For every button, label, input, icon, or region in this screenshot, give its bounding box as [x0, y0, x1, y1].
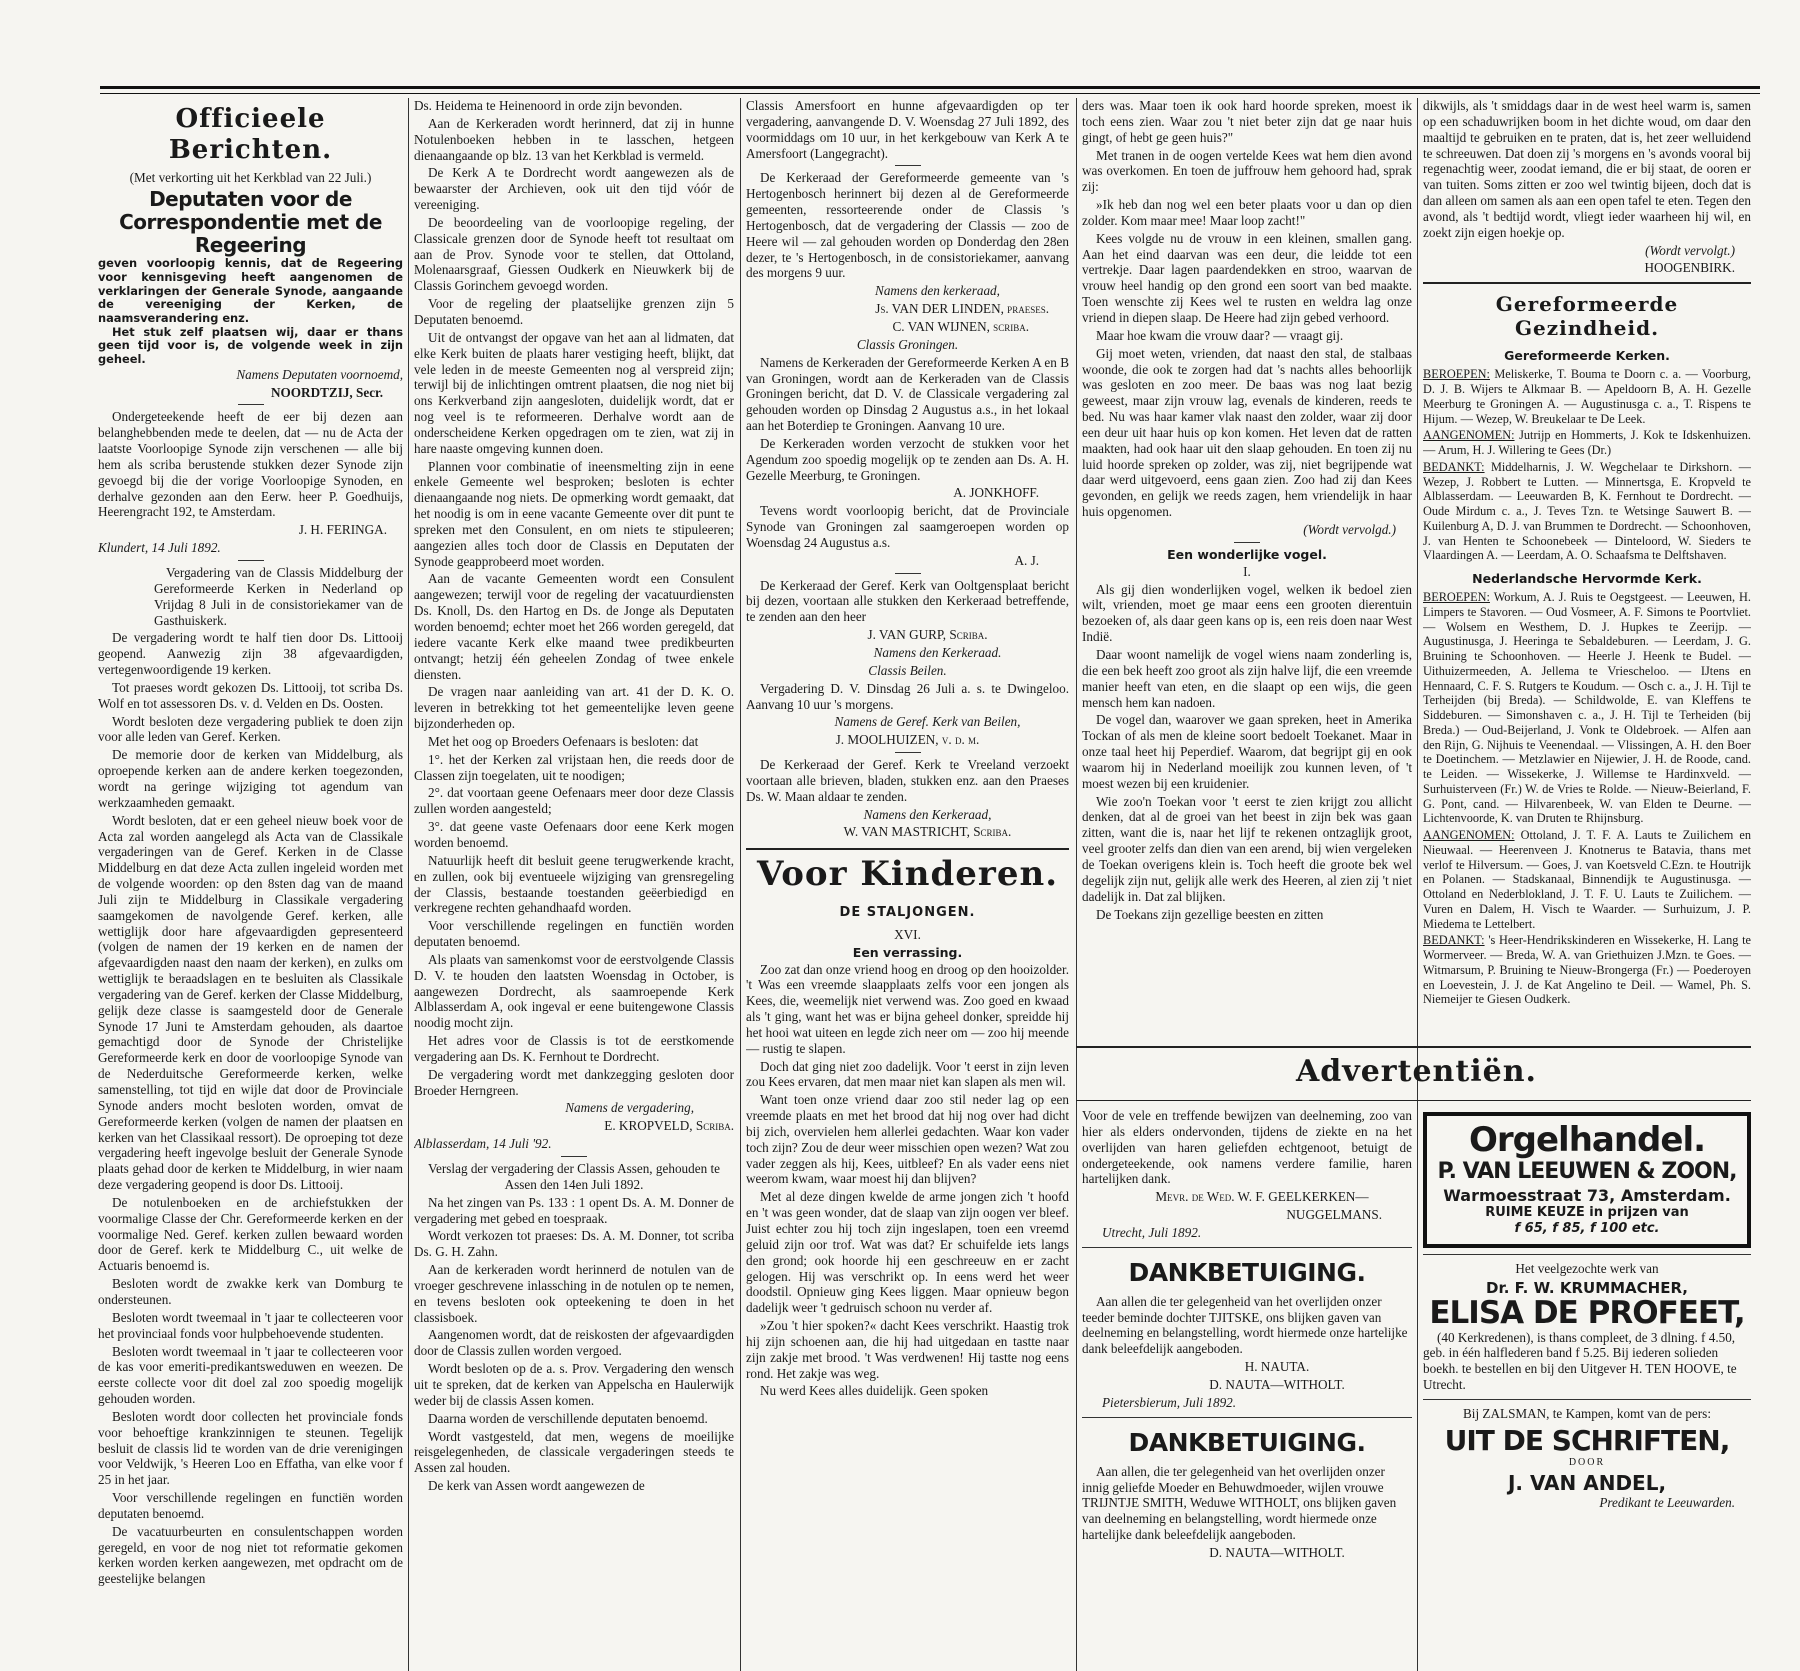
paragraph: De memorie door de kerken van Middelburg, als oproepende kerken aan de andere kerken toegezonden, wordt na geringe wijziging tot agendum van werkzaamheden gemaakt.	[98, 747, 403, 810]
signature-line: Namens Deputaten voornoemd,	[236, 366, 403, 382]
section-title-officieele-berichten: Officieele Berichten.	[168, 104, 333, 166]
paragraph: Want toen onze vriend daar zoo stil neder lag op een vreemde plaats en met het brood dat hij nog over had dicht bij zich, overvielen hem allerlei gedachten. Waar kon vader toch zijn? Zou de deur weer misschien open wezen? Wat zou vader zeggen als hij, Kees, uitbleef? En als vader eens niet weerom kwam, waar moest hij dan blijven?	[746, 1092, 1069, 1187]
dateline: Klundert, 14 Juli 1892.	[98, 540, 221, 556]
paragraph: »Zou 't hier spoken?« dacht Kees verschrikt. Haastig trok hij zijn schoenen aan, die hij had uitgedaan en tastte naar zijn zakje met brood. 't Was verdwenen! Hij tastte nog eens rond. Het zakje was weg.	[746, 1318, 1069, 1381]
advert-text: Het veelgezochte werk van	[1515, 1261, 1659, 1277]
paragraph: 2°. dat voortaan geene Oefenaars meer door deze Classis zullen worden aangesteld;	[414, 785, 734, 817]
separator	[238, 560, 264, 561]
section-title-gereformeerde-gezindheid: Gereformeerde Gezindheid.	[1495, 292, 1679, 341]
column-1	[98, 98, 403, 1671]
signature-name: J. MOOLHUIZEN, v. d. m.	[835, 732, 980, 748]
masthead-rule	[100, 86, 1760, 94]
signature-name: NUGGELMANS.	[1286, 1207, 1382, 1223]
paragraph: Maar hoe kwam die vrouw daar? — vraagt gij.	[1096, 327, 1344, 343]
paragraph: Vergadering D. V. Dinsdag 26 Juli a. s. te Dwingeloo. Aanvang 10 uur 's morgens.	[746, 680, 1069, 712]
deputaten-notice: geven voorloopig kennis, dat de Regeering voor kennisgeving heeft aangenomen de verklaringen der Generale Synode, aangaande de vereeniging der Kerken, de naamsverandering enz.	[98, 256, 403, 325]
signature-name: J. H. FERINGA.	[298, 522, 387, 538]
signature-name: Mevr. de Wed. W. F. GEELKERKEN—	[1155, 1189, 1369, 1205]
paragraph: Voor verschillende regelingen en functiën worden deputaten benoemd.	[98, 1490, 403, 1521]
signature-name: H. NAUTA.	[1244, 1359, 1310, 1375]
paragraph: De kerk van Assen wordt aangewezen de	[428, 1478, 645, 1494]
notice-paragraph: Ondergeteekende heeft de eer bij dezen aan belanghebbenden mede te deelen, dat — nu de Acta der laatste Voorloopige Synode zijn verschenen — alle bij hem als scriba berustende stukken dezer Synode zijn gevoegd bij die der vorige Voorloopige Synoden, en derhalve gezonden aan den Eerw. heer P. Goedhuijs, Heerengracht 192, te Amsterdam.	[98, 409, 403, 520]
dateline: Pietersbierum, Juli 1892.	[1102, 1394, 1237, 1410]
section-title-advertentien: Advertentiën.	[1296, 1054, 1537, 1089]
section-rule	[746, 848, 1069, 850]
advert-column-left	[1082, 1108, 1412, 1671]
paragraph: Uit de ontvangst der opgave van het aan al lidmaten, dat elke Kerk buiten de plaats harer vestiging heeft, blijkt, dat vele leden in de meeste Gemeenten nog al verspreid zijn; terwijl bij de inlichtingen omtrent plaatsen, die nog niet bij ons Kerkverband zijn aangesloten, duidelijk wordt, dat er nog veel is te reformeeren. Derhalve wordt aan de onderscheidene Kerken opgedragen om te zien, wat zij in hare naaste omgeving kunnen doen.	[414, 329, 734, 456]
separator	[895, 573, 921, 574]
paragraph: De vragen naar aanleiding van art. 41 der D. K. O. leveren in betrekking tot het gemeentelijke leven geene bijzonderheden op.	[414, 684, 734, 732]
separator	[561, 1156, 587, 1157]
section-subtitle: (Met verkorting uit het Kerkblad van 22 Juli.)	[129, 170, 372, 186]
story-chapter: I.	[1243, 563, 1251, 579]
signature-name: E. KROPVELD, Scriba.	[604, 1118, 734, 1134]
paragraph: Besloten wordt de zwakke kerk van Domburg te ondersteunen.	[98, 1276, 403, 1307]
advert-keuze: RUIME KEUZE in prijzen van	[1485, 1204, 1689, 1220]
advert-rule	[1076, 1100, 1751, 1101]
column-divider	[408, 98, 409, 1671]
paragraph: Besloten wordt door collecten het provinciale fonds voor behoeftige krankzinnigen te steunen. Tegelijk besluit de classis lid te worden van de drie verenigingen voor Veldwijk, 's Heeren Loo en Effatha, van elke voor f 25 in het jaar.	[98, 1408, 403, 1488]
advert-author: J. VAN ANDEL,	[1507, 1471, 1667, 1496]
advert-text: (40 Kerkredenen), is thans compleet, de 3 dlning. f 4.50, geb. in één halflederen band f 5.25. Bij iederen solieden boekh. te bestellen en bij den Uitgever H. TEN HOOVE, te Utrecht.	[1423, 1329, 1737, 1393]
paragraph: Voor de regeling der plaatselijke grenzen zijn 5 Deputaten benoemd.	[414, 296, 734, 327]
paragraph: Voor verschillende regelingen en functiën worden deputaten benoemd.	[414, 918, 734, 950]
advert-text: Voor de vele en treffende bewijzen van deelneming, zoo van hier als elders ondervonden, tijdens de ziekte en na het overlijden van haren geliefden echtgenoot, betuigt de ondergeteekende, ook namens verdere familie, haren hartelijken dank.	[1082, 1108, 1412, 1187]
subheading: Gereformeerde Kerken.	[1504, 348, 1670, 364]
paragraph: Classis Amersfoort en hunne afgevaardigden op ter vergadering, aanvangende D. V. Woensdag 27 Juli 1892, des voormiddags om 10 uur, in het kerkgebouw van Kerk A te Amersfoort (Langegracht).	[746, 98, 1069, 161]
paragraph: Daarna worden de verschillende deputaten benoemd.	[428, 1410, 708, 1426]
separator	[1082, 1247, 1412, 1248]
paragraph: Besloten wordt tweemaal in 't jaar te collecteeren voor het provinciaal fonds voor hulpbehoevende studenten.	[98, 1309, 403, 1341]
story-title: Een wonderlijke vogel.	[1167, 546, 1327, 562]
dateline: Utrecht, Juli 1892.	[1102, 1224, 1202, 1240]
dateline: Alblasserdam, 14 Juli '92.	[414, 1136, 552, 1152]
advert-text: Bij ZALSMAN, te Kampen, komt van de pers:	[1463, 1405, 1711, 1421]
paragraph: Wordt besloten deze vergadering publiek te doen zijn voor alle leden van Geref. Kerken.	[98, 713, 403, 745]
column-divider	[740, 98, 741, 1671]
deputaten-heading: Deputaten voor de Correspondentie met de Regeering	[119, 187, 382, 258]
paragraph: Namens de Kerkeraden der Gereformeerde Kerken A en B van Groningen, wordt aan de Kerkeraden van de Classis Groningen bericht, dat D. V. de Classicale vergadering zal gehouden worden op Dinsdag 2 Augustus a.s., in het lokaal aan het Boterdiep te Groningen. Aanvang 10 ure.	[746, 354, 1069, 434]
advert-text: Aan allen, die ter gelegenheid van het overlijden onzer innig geliefde Moeder en Behuwdmoeder, wijlen vrouwe TRIJNTJE SMITH, Weduwe WITHOLT, ons blijken gaven van deelneming en belangstelling, wordt hiermede onze hartelijke dank beleefdelijk aangeboden.	[1082, 1463, 1397, 1543]
meeting-intro: Verslag der vergadering der Classis Assen, gehouden te Assen den 14en Juli 1892.	[427, 1161, 720, 1192]
advert-prices: f 65, f 85, f 100 etc.	[1514, 1220, 1660, 1236]
signature-name: D. NAUTA—WITHOLT.	[1209, 1544, 1345, 1560]
paragraph: Met al deze dingen kwelde de arme jongen zich 't hoofd en 't was geen wonder, dat de slaap van zijn oogen ver bleef. Juist echter zou hij toch zijn ingeslapen, toen een vreemd geluid zijn oor trof. Wat was dat? Er schuifelde iets langs den grond; ook hoorde hij een geschreeuw en er zacht gelogen. Hij was verschrikt op. In eens werd het weer doodstil. Opnieuw ging Kees liggen. Maar opnieuw begon dadelijk weer 't gedruisch schoon nu verder af.	[746, 1189, 1069, 1316]
paragraph: Aan de Kerkeraden wordt herinnerd, dat zij in hunne Notulenboeken hebben in te lasschen, hetgeen dienaangaande op blz. 13 van het Kerkblad is vermeld.	[414, 115, 734, 163]
subheading: Classis Groningen.	[856, 336, 959, 352]
notes-entry: BEROEPEN: Meliskerke, T. Bouma te Doorn c. a. — Voorburg, D. J. B. Wijers te Alkmaar B. — Apeldoorn B, A. H. Gezelle Meerburg te Groningen A. — Augustinusga c. a., T. Rispens te Hijum. — Wezep, W. Breukelaar te De Leek.	[1423, 367, 1751, 426]
notes-entry: BEDANKT: Middelharnis, J. W. Wegchelaar te Dirkshorn. — Wezep, J. Robbert te Lutten. — Minnertsga, E. Kropveld te Alblasserdam. — Leeuwarden B, K. Fernhout te Dordrecht. — Oude Mirdum c. a., J. Teves Tzn. te Wetsinge Sauwert B. — Kuilenburg A, D. J. van Brummen te Dordrecht. — Schoonhoven, J. van Henten te Schoonebeek — Dinteloord, W. Sieders te Vlaardingen A. — Leerdam, A. O. Schaafsma te Delftshaven.	[1423, 459, 1751, 563]
separator	[1423, 1399, 1751, 1400]
meeting-intro: Vergadering van de Classis Middelburg der Gereformeerde Kerken in Nederland op Vrijdag 8 Juli in de consistoriekamer van de Gasthuiskerk.	[154, 565, 403, 628]
section-rule	[1423, 282, 1751, 284]
advert-orgelhandel	[1423, 1112, 1751, 1248]
paragraph: 1°. het der Kerken zal vrijstaan hen, die reeds door de Classen zijn toegelaten, uit te noodigen;	[414, 751, 734, 783]
paragraph: Met het oog op Broeders Oefenaars is besloten: dat	[428, 733, 699, 749]
signature-name: D. NAUTA—WITHOLT.	[1209, 1376, 1345, 1392]
paragraph: Aangenomen wordt, dat de reiskosten der afgevaardigden door de Classis zullen worden vergoed.	[414, 1327, 734, 1359]
signature-line: Namens den Kerkeraad,	[863, 806, 992, 822]
column-divider	[1076, 98, 1077, 1671]
paragraph: Wordt vastgesteld, dat men, wegens de moeilijke reisgelegenheden, de classicale vergaderingen steeds te Assen zal houden.	[414, 1428, 734, 1476]
paragraph: Wordt verkozen tot praeses: Ds. A. M. Donner, tot scriba Ds. G. H. Zahn.	[414, 1228, 734, 1260]
paragraph: Nu werd Kees alles duidelijk. Geen spoken	[760, 1383, 989, 1399]
signature-line: Namens de Geref. Kerk van Beilen,	[834, 714, 1021, 730]
notes-entry: AANGENOMEN: Jutrijp en Hommerts, J. Kok te Idskenhuizen. — Arum, H. J. Willering te Gees (Dr.)	[1423, 428, 1751, 458]
advert-address: Warmoesstraat 73, Amsterdam.	[1443, 1185, 1731, 1205]
story-title: DE STALJONGEN.	[839, 905, 976, 921]
signature-name: A. J.	[1014, 552, 1039, 568]
signature-line: Namens den Kerkeraad.	[873, 645, 1002, 660]
column-2	[414, 98, 734, 1671]
signature-name: C. VAN WIJNEN, scriba.	[892, 318, 1029, 334]
column-4	[1082, 98, 1412, 1038]
paragraph: Tevens wordt voorloopig bericht, dat de Provinciale Synode van Groningen zal saamgeroepen worden op Woensdag 24 Augustus a.s.	[746, 503, 1069, 550]
paragraph: De Kerkeraad der Geref. Kerk van Ooltgensplaat bericht bij dezen, voortaan alle stukken den Kerkeraad betreffende, te zenden aan den heer	[746, 577, 1069, 625]
paragraph: Tot praeses wordt gekozen Ds. Littooij, tot scriba Ds. Wolf en tot assessoren Ds. v. d. Velden en Ds. Oosten.	[98, 679, 403, 711]
signature-name: A. JONKHOFF.	[953, 485, 1039, 501]
paragraph: Aan de vacante Gemeenten wordt een Consulent aangewezen; terwijl voor de regeling der vacatuurdiensten Ds. Knoll, Ds. den Hartog en Ds. de Jonge als Deputaten worden benoemd; echter moet het 266 worden geregeld, dat iedere vacante Kerk elke maand twee predikbeurten ontvangt; hetzij één geheelen Zondag of twee enkele diensten.	[414, 571, 734, 682]
advert-heading: DANKBETUIGING.	[1128, 1257, 1366, 1287]
advert-firm: P. VAN LEEUWEN & ZOON,	[1437, 1159, 1737, 1185]
story-subtitle: Een verrassing.	[852, 944, 963, 960]
advert-heading: DANKBETUIGING.	[1128, 1427, 1366, 1457]
signature-line: Namens den kerkeraad,	[875, 283, 1000, 299]
notes-entry: BEDANKT: 's Heer-Hendrikskinderen en Wissekerke, H. Lang te Wormerveer. — Breda, W. A. van Griethuizen J.Mzn. te Goes. — Witmarsum, P. Bruining te Nieuw-Brongerga (Fr.) — Poederoyen en Loevestein, J. J. de Kat Angelino te Deil. — Wamel, Ph. S. Niemeijer te Giesen Oudkerk.	[1423, 933, 1751, 1007]
separator	[895, 165, 921, 166]
paragraph: dikwijls, als 't smiddags daar in de west heel warm is, samen op een schaduwrijken boom in het dichte woud, om daar den maaltijd te gebruiken en te praten, dat is, het zeer welluidend te schreeuwen. Dat doen zij 's morgens en 's avonds vooral bij regenachtig weer, zoodat iemand, die er bij staat, de ooren er van tuiten. Soms zitten er zoo wel twintig bijeen, doch dat is dan alleen om samen als aan een open tafel te eten. Tegen den avond, als 't bedtijd wordt, vliegt ieder waarheen hij wil, en zoekt zijn eigen hoekje op.	[1423, 98, 1751, 240]
paragraph: De vogel dan, waarover we gaan spreken, heet in Amerika Tockan of als men de kleine soort bedoelt Toekanet. Maar in onze taal heet hij Peperdief. Waarom, dat begrijpt gij en ook waarom hij in Nederland moeilijk zou kunnen leven, of 't moest wezen bij een kruidenier.	[1082, 712, 1412, 791]
paragraph: Besloten wordt tweemaal in 't jaar te collecteeren voor de kas voor emeriti-predikantsweduwen en weezen. De eerste collecte voor dit doel zal zoo spoedig mogelijk gehouden worden.	[98, 1343, 403, 1407]
paragraph: De Kerk A te Dordrecht wordt aangewezen als de bewaarster der Archieven, ook uit den tijd vóór de vereeniging.	[414, 165, 734, 213]
paragraph: Kees volgde nu de vrouw in een kleinen, smallen gang. Aan het eind daarvan was een deur, die leidde tot een vertrekje. Daar lagen paardendekken en stroo, waarvan de vrouw heel handig op den grond een soort van bed maakte. Toen wenschte zij Kees wel te rusten en weldra lag onze vriend in diepen slaap. De Heere had zijn gebed verhoord.	[1082, 230, 1412, 325]
paragraph: Daar woont namelijk de vogel wiens naam zonderling is, die een bek heeft zoo groot als zijn halve lijf, die een vreemde manier heeft van eten, en die slaapt op een wijs, die geen mensch hem kan nadoen.	[1082, 647, 1412, 710]
paragraph: De Kerkeraad der Geref. Kerk te Vreeland verzoekt voortaan alle brieven, bladen, stukken enz. aan den Praeses Ds. W. Maan aldaar te zenden.	[746, 757, 1069, 804]
paragraph: De Kerkeraad der Gereformeerde gemeente van 's Hertogenbosch herinnert bij dezen al de Gereformeerde gemeenten, ressorteerende onder de Classis 's Hertogenbosch, dat de vergadering der Classis — zoo de Heere wil — zal gehouden worden op Donderdag den 28en dezer, te 's Hertogenbosch, in de consistoriekamer, aanvang des morgens 9 uur.	[746, 170, 1069, 281]
paragraph: Het adres voor de Classis is tot de eerstkomende vergadering aan Ds. K. Fernhout te Dordrecht.	[414, 1033, 734, 1064]
advert-role: Predikant te Leeuwarden.	[1599, 1495, 1735, 1511]
advert-book-title: ELISA DE PROFEET,	[1429, 1295, 1745, 1331]
paragraph: Na het zingen van Ps. 133 : 1 opent Ds. A. M. Donner de vergadering met gebed en toespraak.	[414, 1194, 734, 1226]
paragraph: Natuurlijk heeft dit besluit geene terugwerkende kracht, en zullen, ook bij eventueele wijziging van grensregeling der Classis, bestaande toestanden geëerbiedigd en verkregene rechten gehandhaafd worden.	[414, 852, 734, 916]
signature-name: Js. VAN DER LINDEN, praeses.	[875, 301, 1049, 317]
advert-author: Dr. F. W. KRUMMACHER,	[1486, 1279, 1688, 1297]
paragraph: 3°. dat geene vaste Oefenaars door eene Kerk mogen worden benoemd.	[414, 819, 734, 850]
paragraph: Als plaats van samenkomst voor de eerstvolgende Classis D. V. te houden den laatsten Woensdag in October, is aangewezen Dordrecht, als saamroepende Kerk Alblasserdam A, ook ingeval er eene buitengewone Classis noodig mocht zijn.	[414, 951, 734, 1031]
advert-column-right	[1423, 1108, 1751, 1671]
column-divider	[1417, 98, 1418, 1671]
continued-note: (Wordt vervolgt.)	[1645, 242, 1735, 258]
paragraph: De Kerkeraden worden verzocht de stukken voor het Agendum zoo spoedig mogelijk op te zenden aan Ds. A. H. Gezelle Meerburg, te Groningen.	[746, 435, 1069, 483]
advert-text: Aan allen die ter gelegenheid van het overlijden onzer teeder beminde dochter TJITSKE, ons blijken gaven van deelneming en belangstelling, wordt hiermede onze hartelijke dank beleefdelijk aangeboden.	[1082, 1293, 1408, 1357]
paragraph: Wordt besloten op de a. s. Prov. Vergadering den wensch uit te spreken, dat de kerken van Appelscha en Haulerwijk weder bij de classis Assen komen.	[414, 1361, 734, 1408]
notes-entry: AANGENOMEN: Ottoland, J. T. F. A. Lauts te Zuilichem en Nieuwaal. — Heerenveen J. Knotnerus te Batavia, thans met verlof te Hilversum. — Goes, J. van Koetsveld C.Ezn. te Houtrijk en Polanen. — Stadskanaal, Binnendijk te Augustinusga. — Ottoland en Nederblokland, J. T. F. U. Lauts te Zuilichem. — Vuren en Dalem, H. Visch te Waarder. — Surhuizum, J. P. Miedema te Lettelbert.	[1423, 828, 1751, 931]
signature-name: NOORDTZIJ, Secr.	[271, 384, 383, 400]
signature-name: W. VAN MASTRICHT, Scriba.	[843, 824, 1012, 840]
paragraph: Wie zoo'n Toekan voor 't eerst te zien krijgt zou allicht denken, dat al de groei van het beest in zijn bek was gaan zitten, want die is, naar het lijf te rekenen ontzaglijk groot, veel grooter zelfs dan dien van een arend, bij wien vergeleken de Toekan overigens klein is. Toch heeft die groote bek wel degelijk zijn nut, gelijk alle werk des Heeren, al zien zij 't niet dadelijk in. Dat zal blijken.	[1082, 793, 1412, 904]
story-chapter: XVI.	[894, 926, 921, 942]
section-title-voor-kinderen: Voor Kinderen.	[756, 854, 1059, 895]
paragraph: Als gij dien wonderlijken vogel, welken ik bedoel zien wilt, vrienden, moet ge maar eens een grooten dierentuin bezoeken of, als daar geen kans op is, een reis doen naar West Indië.	[1082, 581, 1412, 645]
notes-entry: BEROEPEN: Workum, A. J. Ruis te Oegstgeest. — Leeuwen, H. Limpers te Stavoren. — Oud Vosmeer, A. F. Simons te Poortvliet. — Wolsem en Westhem, D. J. Hupkes te Zeerijp. — Augustinusga, J. Heeringa te Sebaldeburen. — Leerdam, J. G. Bruining te Schoonhoven. — Heerle J. Heenk te Budel. — Uithuizermeeden, A. Jellema te Vriescheloo. — IJtens en Hennaard, C. F. S. Rutgers te Koudum. — Osch c. a., J. H. Tijl te Terheijden (bij Breda). — Schildwolde, E. van Kleffens te Siddeburen. — Simonshaven c. a., J. H. Tijl te Terheiden (bij Breda.) — Oud-Beijerland, J. Vonk te Oldebroek. — Alfen aan den Rijn, G. Nijhuis te Veenendaal. — Vlissingen, A. H. den Boer te Doetinchem. — Metzlawier en Nijewier, J. H. de Roode, cand. te Leiden. — Wissekerke, J. Willemse te Hardinxveld. — Surhuisterveen (Fr.) W. de Vries te Rolde. — Nieuw-Beierland, F. G. Pont, cand. — Hilvarenbeek, W. van Elden te Deurne. — Lichtenvoorde, K. van Druten te Rhijnsburg.	[1423, 590, 1751, 826]
advert-heading: Orgelhandel.	[1468, 1120, 1706, 1160]
signature-name: J. VAN GURP, Scriba.	[867, 627, 988, 643]
separator	[1082, 1417, 1412, 1418]
paragraph: Zoo zat dan onze vriend hoog en droog op den hooizolder. 't Was een vreemde slaapplaats zelfs voor een jongen als Kees, die, weemelijk niet verwend was. Zoo goed en kwaad als 't ging, want het was er bijna geheel donker, spreidde hij het hooi wat uiteen en legde zich neer om — zoo hij meende — rustig te slapen.	[746, 961, 1069, 1056]
paragraph: De beoordeeling van de voorloopige regeling, der Classicale grenzen door de Synode heeft tot resultaat om aan de Prov. Synode voor te stellen, dat Ottoland, Molenaarsgraaf, Giessen Oudkerk en Nieuwkerk bij de Classis Gorinchem gevoegd worden.	[414, 214, 734, 294]
continued-note: (Wordt vervolgd.)	[1303, 521, 1396, 537]
paragraph: De vacatuurbeurten en consulentschappen worden geregeld, en voor de nog niet tot reformatie gekomen kerken worden kerken aangewezen, met opdracht om de geestelijke belangen	[98, 1523, 403, 1587]
paragraph: Plannen voor combinatie of ineensmelting zijn in eene enkele Gemeente wel besproken; besloten is echter dienaangaande nog niets. De opmerking wordt gemaakt, dat het noodig is om in eene vacante Gemeente over dit punt te spreken met den Consulent, en om niets te stipuleeren; aangezien alles toch door de Classis en Deputaten der Synode geapprobeerd moet worden.	[414, 458, 734, 569]
paragraph: Wordt besloten, dat er een geheel nieuw boek voor de Acta zal worden aangelegd als Acta van de Classikale vergaderingen van de Geref. Kerken in de Classe Middelburg en dat deze Acta zullen ingeleid worden met de volgende woorden: op den 8sten dag van de maand Juli zijn te Middelburg in Classikale vergadering saamgekomen de navolgende Geref. kerken, alle wettiglijk door hare afgevaardigden gepresenteerd (volgen de namen der 19 kerken en de namen der afgevaardigden naast den naam der kerken), en zulks om wettiglijk te beraadslagen en te besluiten als Classikale vergadering van de Geref. kerken der Classe Middelburg, gelijk deze classe is saamgesteld door de Generale Synode 17 Juni te Amsterdam gehouden, als daartoe gemachtigd door de Synode der Christelijke Gereformeerde kerk en door de voorloopige Synode van de Nederduitsche Gereformeerde kerken, welke samenstelling, tot tijd en wijle dat door de Provinciale Synode anders mocht besloten worden, omvat de Gereformeerde kerken (volgen de namen der plaatsen en kerken van het Classikaal ressort). De oproeping tot deze vergadering heeft ingevolge besluit der Generale Synode plaats gehad door de kerken te Middelburg, in wier naam deze vergadering geopend is door Ds. Littooij.	[98, 812, 403, 1193]
advert-rule	[1076, 1046, 1751, 1048]
separator	[238, 404, 264, 405]
deputaten-notice-2: Het stuk zelf plaatsen wij, daar er thans geen tijd voor is, de volgende week in zijn geheel.	[98, 324, 403, 367]
advert-book-title: UIT DE SCHRIFTEN,	[1444, 1423, 1730, 1457]
paragraph: De notulenboeken en de archiefstukken der voormalige Classe der Chr. Gereformeerde kerken en der voormalige Ned. Geref. kerken zullen bewaard worden door de Geref. kerk te Middelburg C., uit welke de Actuaris benoemd is.	[98, 1194, 403, 1274]
separator	[895, 752, 921, 753]
paragraph: Ds. Heidema te Heinenoord in orde zijn bevonden.	[414, 98, 683, 113]
separator	[1423, 1254, 1751, 1255]
paragraph: Met tranen in de oogen vertelde Kees wat hem dien avond was overkomen. En toen de juffrouw hem gehoord had, sprak zij:	[1082, 147, 1412, 195]
subheading: Classis Beilen.	[868, 662, 947, 678]
paragraph: Aan de kerkeraden wordt herinnerd de notulen van de vroeger geschrevene inlassching in de notulen op te nemen, en tevens besloten ook opteekening te doen in het classisboek.	[414, 1262, 734, 1325]
paragraph: De vergadering wordt met dankzegging gesloten door Broeder Herngreen.	[414, 1066, 734, 1098]
subheading: Nederlandsche Hervormde Kerk.	[1472, 571, 1702, 587]
paragraph: »Ik heb dan nog wel een beter plaats voor u dan op dien zolder. Kom maar mee! Maar loop zacht!"	[1082, 197, 1412, 228]
column-3	[746, 98, 1069, 1671]
paragraph: De vergadering wordt te half tien door Ds. Littooij geopend. Aanwezig zijn 38 afgevaardigden, vertegenwoordigende 19 kerken.	[98, 630, 403, 678]
paragraph: Doch dat ging niet zoo dadelijk. Voor 't eerst in zijn leven zou Kees ervaren, dat men maar niet kan slapen als men wil.	[746, 1058, 1069, 1090]
paragraph: ders was. Maar toen ik ook hard hoorde spreken, moest ik toch eens zien. Waar zou 't niet beter zijn dat ge naar huis gingt, of hebt ge geen huis?"	[1082, 98, 1412, 145]
column-5	[1423, 98, 1751, 1038]
signature-name: HOOGENBIRK.	[1644, 260, 1735, 276]
signature-line: Namens de vergadering,	[565, 1100, 694, 1116]
separator	[1234, 542, 1260, 543]
paragraph: De Toekans zijn gezellige beesten en zitten	[1096, 906, 1324, 922]
paragraph: Gij moet weten, vrienden, dat naast den stal, de stalbaas woonde, die ook te zorgen had dat 's nachts alles behoorlijk was gesloten en zoo meer. De baas was nog laat bezig geweest, maar zijn vrouw lag, evenals de kinderen, reeds te bed. Nu was haar kamer vlak naast den zolder, waar zij door een deur uit haar huis op kon komen. Het leven dat de ratten maakten, had ook haar uit den slaap gehouden. En toen zij nu luid hoorde spreken op zolder, was zij, niet begrijpende wat daar werd uitgevoerd, eens gaan zien. Zoo had zij dan Kees gevonden, en gelijk we reeds zagen, hem vriendelijk in haar huis opgenomen.	[1082, 345, 1412, 520]
advert-door: DOOR	[1568, 1457, 1606, 1469]
